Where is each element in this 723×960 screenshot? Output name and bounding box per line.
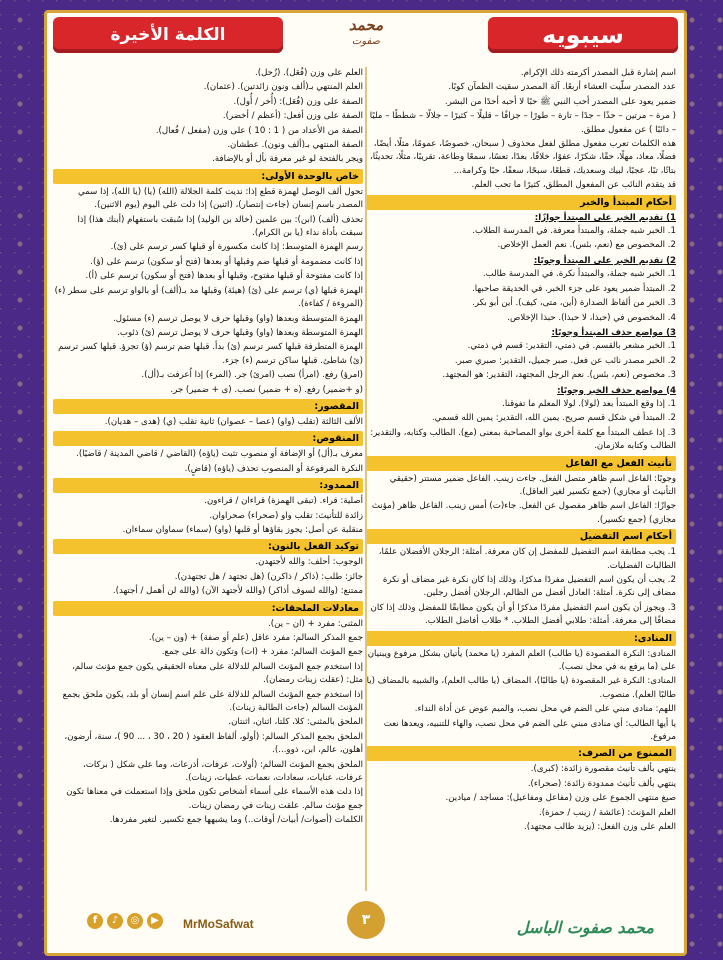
text-line: أصلية: قراء. (تبقى الهمزة) قراءان / قراءون. [204,496,363,507]
text-line: العلم المؤنث: (عائشة / زينب / حمزة). [539,807,676,818]
section-heading: تأنيث الفعل مع الفاعل [366,456,676,471]
text-line: 2. المبتدأ في شكل قسم صريح. يمين الله، التقدير: يمين الله قسمي. [431,413,676,424]
text-line: الألف الثالثة (تقلب (واو) (عصا – عصوان) ثانية تقلب (ي) (هدى – هديان). [104,416,363,427]
section-heading: توكيد الفعل بالنون: [53,539,363,554]
text-line: المنادى: النكرة المقصودة (يا طالب) العلم المفرد (يا محمد) يأتيان بشكل مرفوع ويبنيان على (ما يرفع به في محل نصب). [367,648,676,673]
text-line: الصفة من الأعداد من ( 1 : 10 ) على وزن (مفعل / فُعال). [155,125,363,136]
column-divider [365,67,367,891]
text-line: رسم الهمزة المتوسط: إذا كانت مكسورة أو قبلها كسر ترسم على (ئ). [110,242,363,253]
text-line: 1. يجب مطابقة اسم التفضيل للمفضل إن كان معرفة. أمثلة: الرجلان الأفضلان علمًا، الطالبات الفضليات. [378,547,676,571]
social-handle: MrMoSafwat [183,917,254,931]
text-line: العلم على وزن (فُعَل). (زُحل). [255,68,363,78]
footer [47,895,684,953]
text-line: العلم على وزن الفعل: (يزيد طالب مجتهد). [524,822,676,833]
section-heading: المنادى: [366,631,676,646]
text-line: الهمزة قبلها (ي) ترسم على (ئ) (هيئة) وقبلها مد بـ(ألف) أو بالواو ترسم على سطر (ء) (المروءة / كفاءة). [54,285,363,310]
text-line: 1. الخبر شبه جملة، والمبتدأ معرفة. في المدرسة الطلاب. [472,226,676,237]
text-line: 2. الخبر مصدر نائب عن فعل. صبر جميل، التقدير: صبري صبر. [454,355,676,366]
text-line: 1. الخبر مشعر بالقسم. في ذمتي، التقدير: قسم في ذمتي. [467,341,676,352]
section-heading: الممنوع من الصرف: [366,746,676,761]
text-line: جائز: طلب: (ذاكر / ذاكرن) (هل تجتهد / هل تجتهدن). [174,571,363,582]
text-line: المثنى: مفرد + (ان – ين). [268,618,363,629]
text-line: الملحق بجمع المذكر السالم: (أولو، ألفاظ العقود ( 20 ، 30 ، ... 90 )، سنة، أرضون، أهلون، عالم، ابن، ذوو...). [64,731,363,756]
text-line: 3. ويجوز أن يكون اسم التفضيل مفردًا مذكرًا أو أن يكون مطابقًا للمفضل وذلك إذا كان مضافًا إلى معرفة. أمثلة: طلابي أفضل الطلاب. * طلاب أفاضل الطلاب. [370,602,676,627]
text-line: النكرة المرفوعة أو المنصوب تحذف (ياؤه) (قاضٍ). [184,463,363,474]
text-line: 3. مخصوص (نعم، بئس). نعم الرجل المجتهد، التقدير: هو المجتهد. [442,370,676,381]
text-line: ويجر بالفتحة لو غير معرفة بأل أو بالإضافة. [212,154,363,165]
instagram-icon[interactable]: ◎ [127,913,143,929]
section-heading: المنقوص: [53,431,363,446]
right-column [366,67,676,891]
text-line: ( مرة – مرتين – حذًا – جدًا – تارة – طورًا – جزافًا – قليلًا – كثيرًا – جلالًا – شططًا – مليًا – دائبًا ) عن مفعول مطلق. [369,111,676,135]
text-line: إذا استخدم جمع المؤنث السالم للدلالة على علم اسم إنسان أو بلد، يكون ملحق بجمع المؤنث السالم (جاءت الطالبة زينات). [62,689,363,714]
text-line: الصفة المنتهي بـ(ألف ونون). عطشان. [227,140,363,151]
social-icons [87,911,163,931]
text-line: إذا كانت مضمومة أو قبلها ضم وقبلها أو بعدها (فتح أو سكون) ترسم على (ؤ). [90,256,363,267]
text-line: هذه الكلمات تعرب مفعول مطلق لفعل محذوف ( سبحان، خصوصًا، عمومًا، مثلًا، أيضًا، فضلًا، معاذ، مهلًا، حقًا، شكرًا، عفوًا، خلافًا، بعدًا، تعسًا، سمعًا وطاعة، تقريبًا، مثلًا، تحديثًا، بتاتًا، تبًا، عجبًا، لبيك وسعديك، قطعًا، سبحًا، سعفًا، حبًا وكرامة... [370,139,676,176]
sub-heading: 4) مواضع حذف الخبر وجوبًا: [557,385,676,396]
author-logo: محمد صفوت [348,16,384,47]
text-line: (امرؤ) رفع. (امرأ) نصب (امرئ) جر. (المرء) إذا اُعرفت بـ(أل). [141,370,363,381]
section-heading: الممدود: [53,478,363,493]
section-heading: أحكام اسم التفضيل [366,529,676,544]
text-line: عدد المصدر سلّيت العشاء أربعًا. آلة المصدر سقيت الظمآن كوبًا. [448,82,676,93]
text-line: ينتهي بألف تأنيث ممدودة زائدة: (صحراء). [527,778,676,789]
text-line: الهمزة المتوسطة وبعدها (واو) وقبلها حرف لا يوصل ترسم (ئ) ذئوب. [117,327,363,338]
page-sheet [44,10,687,956]
text-line: إذا كانت مفتوحة أو قبلها مفتوح، وقبلها أو بعدها (فتح أو سكون) ترسم على (أ). [85,271,363,282]
section-heading: معادلات الملحقات: [53,601,363,616]
youtube-icon[interactable]: ▶ [147,913,163,929]
section-heading: خاص بالوحدة الأولى: [53,169,363,184]
facebook-icon[interactable]: f [87,913,103,929]
section-heading: أحكام المبتدأ والخبر [366,195,676,210]
text-line: الهمزة المتطرفة قبلها كسر ترسم (ئ) بدأ. قبلها ضم ترسم (ؤ) تجرؤ. قبلها كسر ترسم (ئ) شاطئ. قبلها ساكن ترسم (ء) جزء. [58,342,363,366]
text-line: 2. المخصوص مع (نعم، بئس). نعم العمل الإخلاص. [497,240,676,251]
text-line: اللهم: منادى مبني على الضم في محل نصب، والميم عوض عن أداة النداء. [414,704,676,715]
text-line: جمع المذكر السالم: مفرد عاقل (علم أو صفة) + (ون – ين). [148,633,363,643]
text-line: إذا دلت هذه الأسماء على أسماء أشخاص تكون ملحق وإذا استعملت في معناها تكون جمع مؤنث سالم. علقت زينات في رمضان زينات. [66,787,363,811]
text-line: ينتهي بألف تأنيث مقصورة زائدة: (كبرى). [530,764,676,775]
text-line: جوازًا: الفاعل اسم ظاهر مفصول عن الفعل. جاء(ت) أمس زينب. الفاعل ظاهر (مؤنث مجازي) (جمع تكسير). [371,501,676,525]
text-line: 2. يجب أن يكون اسم التفضيل مفردًا مذكرًا، وذلك إذا كان نكرة غير مضاف أو نكرة مضاف إلى نكرة. أمثلة: العادل أفضل من الظالم، الرجلان أفضل رجلين. [382,575,676,599]
sub-heading: 2) تقديم الخبر على المبتدأ وجوبًا: [533,255,676,266]
text-line: 1. إذا وقع المبتدأ بعد (لولا). لولا المعلم ما تفوقنا. [502,398,676,409]
text-line: الكلمات (أصوات/ أبيات/ أوقات..) وما يشبهها جمع تكسير. لتغير مفردها. [109,815,363,826]
left-column [53,67,363,891]
page-number: ٣ [347,901,385,939]
text-line: صيغ منتهى الجموع على وزن (مفاعل ومفاعيل): مساجد / ميادين. [445,793,676,804]
text-line: الملحق بالمثنى: كلا، كلتا، اثنان، اثنتان. [228,717,363,728]
text-line: الصفة على وزن أفعل: (أعظم / أخضر). [222,111,363,122]
text-line: معرف بـ(أل) أو الإضافة أو منصوب تثبت (ياؤه) (القاضي / قاضي المدينة / قاضيًا). [76,449,363,460]
text-line: الوجوب: أحلف: والله لأجتهدن. [255,557,363,568]
text-line: المنادى: النكرة غير المقصودة (يا طالبًا)، المضاف (يا طالب العلم)، والشبيه بالمضاف (يا طالبًا العلم). منصوب. [366,676,676,700]
text-line: الصفة على وزن (فُعَل): (أُخر / أُول). [233,96,363,107]
text-line: 4. المخصوص في (حبذا، لا حبذا). حبذا الإخلاص. [507,312,676,323]
text-line: قد يتقدم النائب عن المفعول المطلق، كثيرًا ما تحب العلم. [471,180,676,191]
text-line: زائدة للتأنيث: تقلب واو (صحراء) صحراوان. [209,510,363,521]
text-line: الهمزة المتوسطة وبعدها (واو) وقبلها حرف لا يوصل ترسم (ء) مسئول. [113,313,363,324]
header [47,13,684,57]
text-line: تحول ألف الوصل لهمزة قطع إذا: نديت كلمة الجلالة (الله) (يا) (يا الله)، إذا سمي المصدر باسم إنسان (جاءت إنتصار)، (اثنين) إذا دلت على اليوم (يوم الاثنين). [78,186,363,211]
author-signature: محمد صفوت الباسل [516,918,654,937]
text-line: الملحق بجمع المؤنث السالم: (أولات، عرفات، أذرعات، وما على شكل ( بركات، عرفات، عنايات، سعادات، نعمات، عطيات، زينات). [83,759,363,784]
section-heading: المقصور: [53,399,363,414]
text-line: وجوبًا: الفاعل اسم ظاهر متصل الفعل. جاءت زينب. الفاعل ضمير مستتر (حقيقي التأنيث أو مجازي) (جمع تكسير لغير العاقل). [389,473,676,497]
text-line: ممتنع: (والله لسوف أذاكر) (والله لأجتهد الآن) (والله لن أهمل / أجتهد). [112,586,363,597]
text-line: 2. المبتدأ ضمير يعود على جزء الخبر. في الحديقة صاحبها. [472,283,676,294]
text-line: العلم المنتهي بـ(ألف ونون زائدتين). (عثمان). [203,82,363,93]
text-line: اسم إشارة قبل المصدر أكرمته ذلك الإكرام. [520,68,676,78]
text-line: منقلبة عن أصل: يجوز بقاؤها أو قلبها (واو) (سماء) سماوان سماءان. [122,524,363,535]
text-line: جمع المؤنث السالم: مفرد + (ات) وتكون دالة على جمع. [161,647,363,658]
sub-heading: 1) تقديم الخبر على المبتدأ جوازًا: [534,212,676,223]
text-line: ضمير يعود على المصدر أحب النبي ﷺ حبًا لا أحبه أحدًا من البشر. [444,96,676,107]
tiktok-icon[interactable]: ♪ [107,913,123,929]
text-line: (و +ضمير) رفع. (ه + ضمير) نصب. (ى + ضمير) جر. [170,384,363,395]
text-line: 3. الخبر من ألفاظ الصدارة (أين، متى، كيف). أين أبو بكر. [472,298,676,309]
section-title: الكلمة الأخيرة [53,17,283,53]
sub-heading: 3) مواضع حذف المبتدأ وجوبًا: [551,327,676,338]
text-line: 3. إذا عطف المبتدأ مع كلمة أخرى بواو المصاحبة بمعنى (مع). الطالب وكتابه، والتقدير: الطالب وكتابه ملازمان. [370,427,676,452]
text-line: تحذف (ألف) (ابن): بين علمين (خالد بن الوليد) إذا سُبقت باستفهام (أبنك هذا) إذا سبقت بأداة نداء (يا بن الكرام). [77,214,363,239]
text-line: يا أيها الطالب: أي منادى مبني على الضم في محل نصب، والهاء للتنبيه، ويعدها نعت مرفوع. [383,718,676,743]
brand-title: سيبويه [488,17,678,53]
text-line: إذا استخدم جمع المؤنث السالم للدلالة على معناه الحقيقي يكون جمع مؤنث سالم، مثل: (عقلت زينات رمضان). [72,661,363,686]
text-line: 1. الخبر شبه جملة، والمبتدأ نكرة. في المدرسة طالب. [482,269,676,280]
